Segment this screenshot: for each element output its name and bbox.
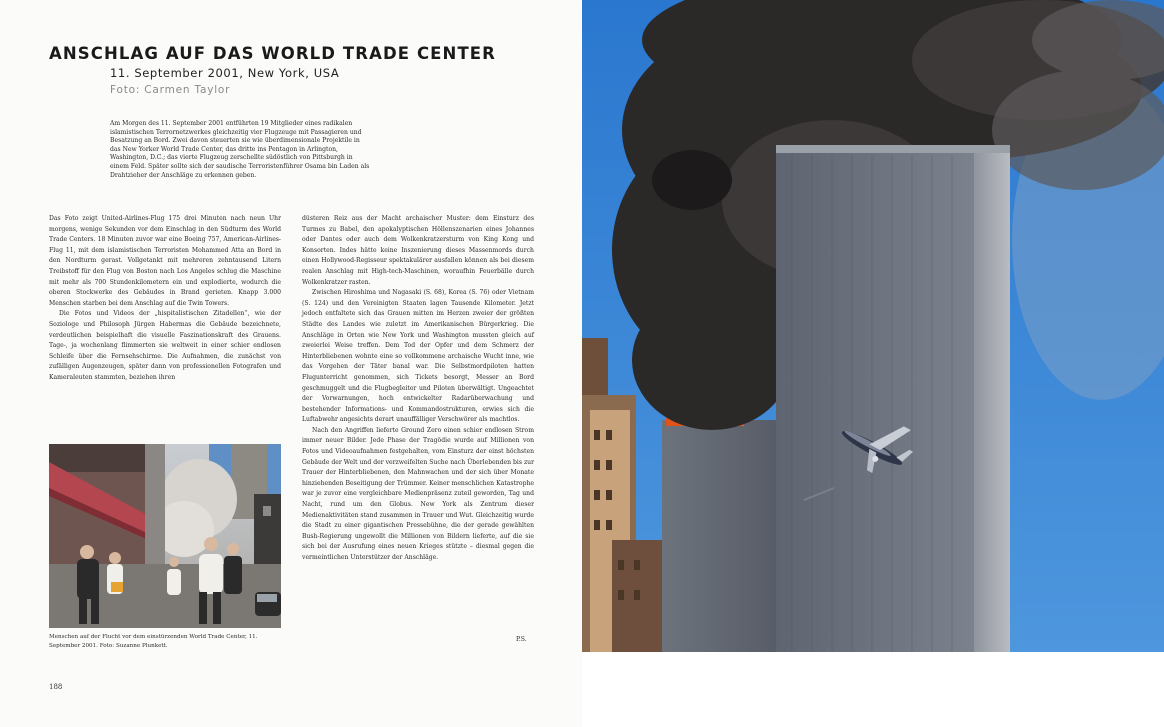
photo-caption: Menschen auf der Flucht vor dem einstürzenden World Trade Center, 11. September 2001. Foto: Suzanne Plunkett. — [49, 634, 258, 649]
wtc-photo — [582, 0, 1164, 652]
page-number: 188 — [49, 683, 63, 691]
article-title: ANSCHLAG AUF DAS WORLD TRADE CENTER — [49, 44, 496, 63]
photo-credit: Foto: Carmen Taylor — [110, 84, 231, 96]
paragraph: düsteren Reiz aus der Macht archaischer Muster: dem Einsturz des Turmes zu Babel, den apokalyptischen Höllenszenarien eines Johannes oder Dantes oder auch dem Wolkenkratzersturm von King Kong und Konsorten. Indes hätte keine Inszenierung dieses Massenmords durch einen Hollywood-Regisseur spektakulärer ausfallen können als bei diesem realen Anschlag mit High-tech-Maschinen, woraufhin Feuerbälle durch Wolkenkratzer rasten. — [302, 215, 534, 286]
wtc-photo-image — [582, 0, 1164, 652]
paragraph: Das Foto zeigt United-Airlines-Flug 175 drei Minuten nach neun Uhr morgens, wenige Sekunden vor dem Einschlag in den Südturm des World Trade Centers. 18 Minuten zuvor war eine Boeing 757, American-Airlines-Flug 11, mit dem islamistischen Terroristen Mohammed Atta an Bord in den Nordturm gerast. Vollgetankt mit mehreren zehntausend Litern Treibstoff für den Flug von Boston nach Los Angeles schlug die Maschine mit mehr als 700 Stundenkilometern ein und explodierte, wodurch die oberen Stockwerke des Gebäudes in Brand gerieten. Knapp 3.000 Menschen starben bei dem Anschlag auf die Twin Towers. — [49, 215, 281, 307]
page-margin — [582, 652, 1164, 727]
author-signature: P.S. — [516, 636, 527, 643]
paragraph: Die Fotos und Videos der „hispitalistischen Zitadellen“, wie der Soziologe und Philosoph Jürgen Habermas die Gebäude bezeichnete, verdeutlichen beispielhaft die visuelle Faszinationskraft des Grauens. Tage-, ja wochenlang flimmerten sie weltweit in einer schier endlosen Schleife über die Fernsehschirme. Die Aufnahmen, die zunächst von zufälligen Augenzeugen, später dann von professionellen Fotografen und Kameraleuten stammten, beziehen ihren — [49, 310, 281, 381]
text-column-1 — [49, 214, 281, 384]
article-subtitle: 11. September 2001, New York, USA — [110, 66, 340, 80]
street-photo-image — [49, 444, 281, 628]
street-photo — [49, 444, 281, 628]
paragraph: Zwischen Hiroshima und Nagasaki (S. 68), Korea (S. 76) oder Vietnam (S. 124) und den Vereinigten Staaten lagen Tausende Kilometer. Jetzt jedoch entfaltete sich das Grauen mitten im Herzen zweier der größten Städte des Landes wie zuletzt im Amerikanischen Bürgerkrieg. Die Anschläge in Orten wie New York und Washington mussten gleich auf zweierlei Weise treffen. Dem Tod der Opfer und dem Schmerz der Hinterbliebenen wohnte eine so vollkommene archaische Wucht inne, wie das Vorgehen der Täter banal war. Die Selbstmordpiloten hatten Flugunterricht genommen, sich Tickets besorgt, Messer an Bord geschmuggelt und die Flugbegleiter und Piloten überwältigt. Ungeachtet der Vorwarnungen, hoch entwickelter Radarüberwachung und bestehender Informations- und Kommandostrukturen, erwies sich die Luftabwehr angesichts derart unauffälliger Verschwörer als machtlos. — [302, 289, 534, 424]
text-column-2 — [302, 214, 534, 564]
lead-paragraph: Am Morgen des 11. September 2001 entführten 19 Mitglieder eines radikalen islamistischen Terrornetzwerkes gleichzeitig vier Flugzeuge mit Passagieren und Besatzung an Bord. Zwei davon steuerten sie wie überdimensionale Projektile in das New Yorker World Trade Center, das dritte ins Pentagon in Arlington, Washington, D.C.; das vierte Flugzeug zerschellte südöstlich von Pittsburgh in einem Feld. Später sollte sich der saudische Terroristenführer Osama bin Laden als Drahtzieher der Anschläge zu erkennen geben. — [110, 120, 370, 179]
paragraph: Nach den Angriffen lieferte Ground Zero einen schier endlosen Strom immer neuer Bilder. Jede Phase der Tragödie wurde auf Millionen von Fotos und Videoaufnahmen festgehalten, vom Einsturz der einst höchsten Gebäude der Welt und der verzweifelten Suche nach Überlebenden bis zur Trauer der Hinterbliebenen, den Mahnwachen und der sich über Monate hinziehenden Beseitigung der Trümmer. Keiner menschlichen Katastrophe war je zuvor eine vergleichbare Medienpräsenz zuteil geworden, Tag und Nacht, rund um den Globus. New York als Zentrum dieser Medienaktivitäten stand zusammen in Trauer und Wut. Gleichzeitig wurde die Stadt zu einer gigantischen Pressebühne, die der gerade gewählten Bush-Regierung ungewollt die Millionen von Bildern lieferte, auf die sie sich bei der Ausrufung eines neuen Krieges stützte – diesmal gegen die vermeintlichen Unterstützer der Anschläge. — [302, 426, 534, 561]
